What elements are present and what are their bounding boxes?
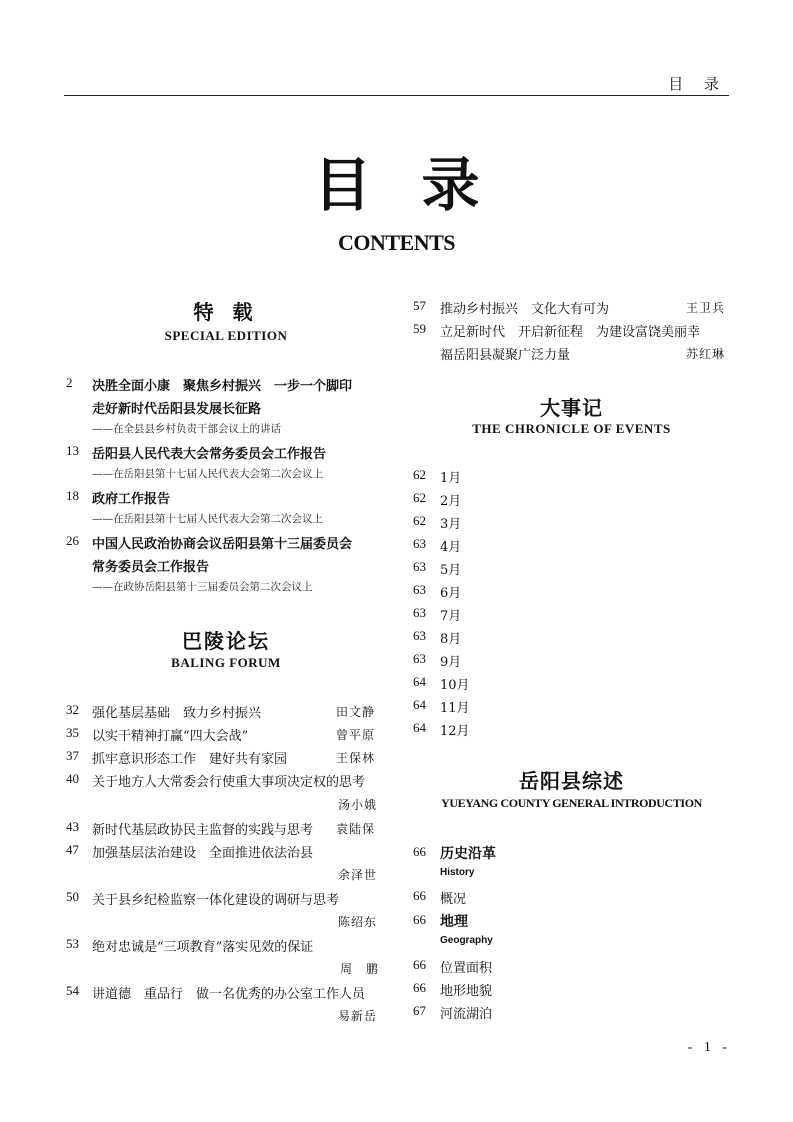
toc-page-number: 63: [413, 628, 426, 643]
toc-page-number: 53: [66, 936, 79, 951]
toc-entry-title[interactable]: 9月: [440, 655, 462, 670]
toc-page-number: 63: [413, 536, 426, 551]
toc-entry-title[interactable]: 11月: [440, 701, 470, 716]
toc-page-number: 62: [413, 467, 426, 482]
toc-entry-title[interactable]: 8月: [440, 632, 462, 647]
toc-entry-title-cont[interactable]: 常务委员会工作报告: [92, 560, 210, 575]
toc-entry-author: 汤小娥: [338, 798, 378, 812]
toc-entry-note: ——在政协岳阳县第十三届委员会第二次会议上: [92, 581, 313, 593]
toc-entry-title-cont[interactable]: 福岳阳县凝聚广泛力量: [440, 348, 571, 363]
toc-page-number: 2: [66, 375, 73, 390]
toc-entry-author: 易新岳: [338, 1009, 378, 1023]
toc-page-number: 32: [66, 702, 79, 717]
toc-page-number: 63: [413, 582, 426, 597]
toc-entry-title[interactable]: 3月: [440, 517, 462, 532]
section-title-overview: 岳阳县综述: [519, 769, 624, 793]
toc-entry-title-cont[interactable]: 走好新时代岳阳县发展长征路: [92, 402, 262, 417]
toc-entry-title[interactable]: 绝对忠诚是“三项教育”落实见效的保证: [92, 940, 314, 955]
toc-entry-title[interactable]: 讲道德 重品行 做一名优秀的办公室工作人员: [92, 987, 366, 1002]
toc-page-number: 57: [413, 298, 426, 313]
toc-entry-title[interactable]: 推动乡村振兴 文化大有可为: [440, 302, 610, 317]
toc-entry-title[interactable]: 加强基层法治建设 全面推进依法治县: [92, 846, 314, 861]
page-title: 目录: [313, 151, 530, 219]
toc-entry-author: 苏红琳: [686, 347, 726, 361]
section-title-chronicle: 大事记: [540, 396, 603, 420]
toc-entry-author: 王卫兵: [686, 301, 726, 315]
running-header-title: 目 录: [668, 75, 727, 93]
toc-entry-title[interactable]: 抓牢意识形态工作 建好共有家园: [92, 752, 288, 767]
toc-entry-author: 王保林: [336, 751, 376, 765]
toc-page-number: 40: [66, 771, 79, 786]
toc-page-number: 47: [66, 842, 79, 857]
section-subtitle-special: SPECIAL EDITION: [164, 328, 288, 343]
toc-page-number: 63: [413, 605, 426, 620]
section-subtitle-chronicle: THE CHRONICLE OF EVENTS: [472, 421, 671, 436]
toc-entry-title[interactable]: 7月: [440, 609, 462, 624]
toc-entry-title[interactable]: 6月: [440, 586, 462, 601]
toc-entry-title[interactable]: 决胜全面小康 聚焦乡村振兴 一步一个脚印: [92, 379, 353, 394]
toc-page-number: 66: [413, 912, 426, 927]
toc-page-number: 37: [66, 748, 79, 763]
toc-entry-title-en: Geography: [440, 935, 493, 946]
toc-entry-title[interactable]: 4月: [440, 540, 462, 555]
toc-entry-title[interactable]: 10月: [440, 678, 470, 693]
toc-entry-author: 田文静: [336, 705, 376, 719]
section-subtitle-overview: YUEYANG COUNTY GENERAL INTRODUCTION: [441, 796, 702, 810]
toc-entry-title[interactable]: 立足新时代 开启新征程 为建设富饶美丽幸: [440, 325, 701, 340]
toc-page-number: 62: [413, 490, 426, 505]
toc-page-number: 64: [413, 674, 426, 689]
toc-entry-title[interactable]: 以实干精神打赢“四大会战”: [92, 729, 249, 744]
toc-entry-author: 袁陆保: [336, 822, 376, 836]
toc-entry-title[interactable]: 位置面积: [440, 961, 493, 976]
section-title-special: 特 载: [193, 300, 259, 324]
toc-entry-title[interactable]: 2月: [440, 494, 462, 509]
toc-page-number: 35: [66, 725, 79, 740]
toc-entry-title[interactable]: 12月: [440, 724, 470, 739]
toc-page-number: 64: [413, 720, 426, 735]
toc-page-number: 26: [66, 533, 79, 548]
toc-entry-title[interactable]: 新时代基层政协民主监督的实践与思考: [92, 823, 314, 838]
toc-page-number: 54: [66, 983, 79, 998]
toc-entry-author: 周 鹏: [340, 962, 380, 976]
toc-page-number: 13: [66, 443, 79, 458]
toc-page-number: 43: [66, 819, 79, 834]
toc-entry-author: 余泽世: [338, 868, 378, 882]
page-number: - 1 -: [687, 1040, 731, 1055]
toc-page-number: 66: [413, 980, 426, 995]
toc-entry-title[interactable]: 地形地貌: [440, 984, 493, 999]
toc-entry-title[interactable]: 概况: [440, 892, 467, 907]
toc-entry-title[interactable]: 1月: [440, 471, 462, 486]
toc-entry-title[interactable]: 历史沿革: [440, 845, 496, 861]
toc-entry-author: 曾平原: [336, 728, 376, 742]
section-subtitle-forum: BALING FORUM: [171, 655, 281, 670]
toc-page-number: 18: [66, 488, 79, 503]
toc-page-number: 66: [413, 888, 426, 903]
toc-entry-title[interactable]: 关于县乡纪检监察一体化建设的调研与思考: [92, 893, 340, 908]
toc-page-number: 50: [66, 889, 79, 904]
toc-entry-title[interactable]: 地理: [440, 913, 468, 929]
toc-page-number: 66: [413, 844, 426, 859]
toc-entry-title-en: History: [440, 867, 475, 878]
toc-page-number: 62: [413, 513, 426, 528]
page-title-en: CONTENTS: [337, 230, 456, 255]
toc-entry-author: 陈绍东: [338, 915, 378, 929]
toc-entry-title[interactable]: 5月: [440, 563, 462, 578]
toc-entry-title[interactable]: 政府工作报告: [92, 492, 171, 507]
toc-entry-title[interactable]: 岳阳县人民代表大会常务委员会工作报告: [92, 447, 327, 462]
header-rule: [64, 95, 729, 96]
toc-entry-note: ——在岳阳县第十七届人民代表大会第二次会议上: [92, 468, 323, 480]
toc-page-number: 64: [413, 697, 426, 712]
toc-entry-title[interactable]: 强化基层基础 致力乡村振兴: [92, 706, 262, 721]
toc-page-number: 66: [413, 957, 426, 972]
toc-page-number: 67: [413, 1003, 426, 1018]
toc-entry-title[interactable]: 关于地方人大常委会行使重大事项决定权的思考: [92, 775, 366, 790]
toc-entry-title[interactable]: 河流湖泊: [440, 1007, 493, 1022]
toc-entry-note: ——在岳阳县第十七届人民代表大会第二次会议上: [92, 513, 323, 525]
toc-page-number: 59: [413, 321, 426, 336]
section-title-forum: 巴陵论坛: [182, 629, 270, 653]
toc-page-number: 63: [413, 651, 426, 666]
toc-entry-title[interactable]: 中国人民政治协商会议岳阳县第十三届委员会: [92, 537, 353, 552]
toc-entry-note: ——在全县县乡村负责干部会议上的讲话: [92, 423, 281, 435]
toc-page-number: 63: [413, 559, 426, 574]
